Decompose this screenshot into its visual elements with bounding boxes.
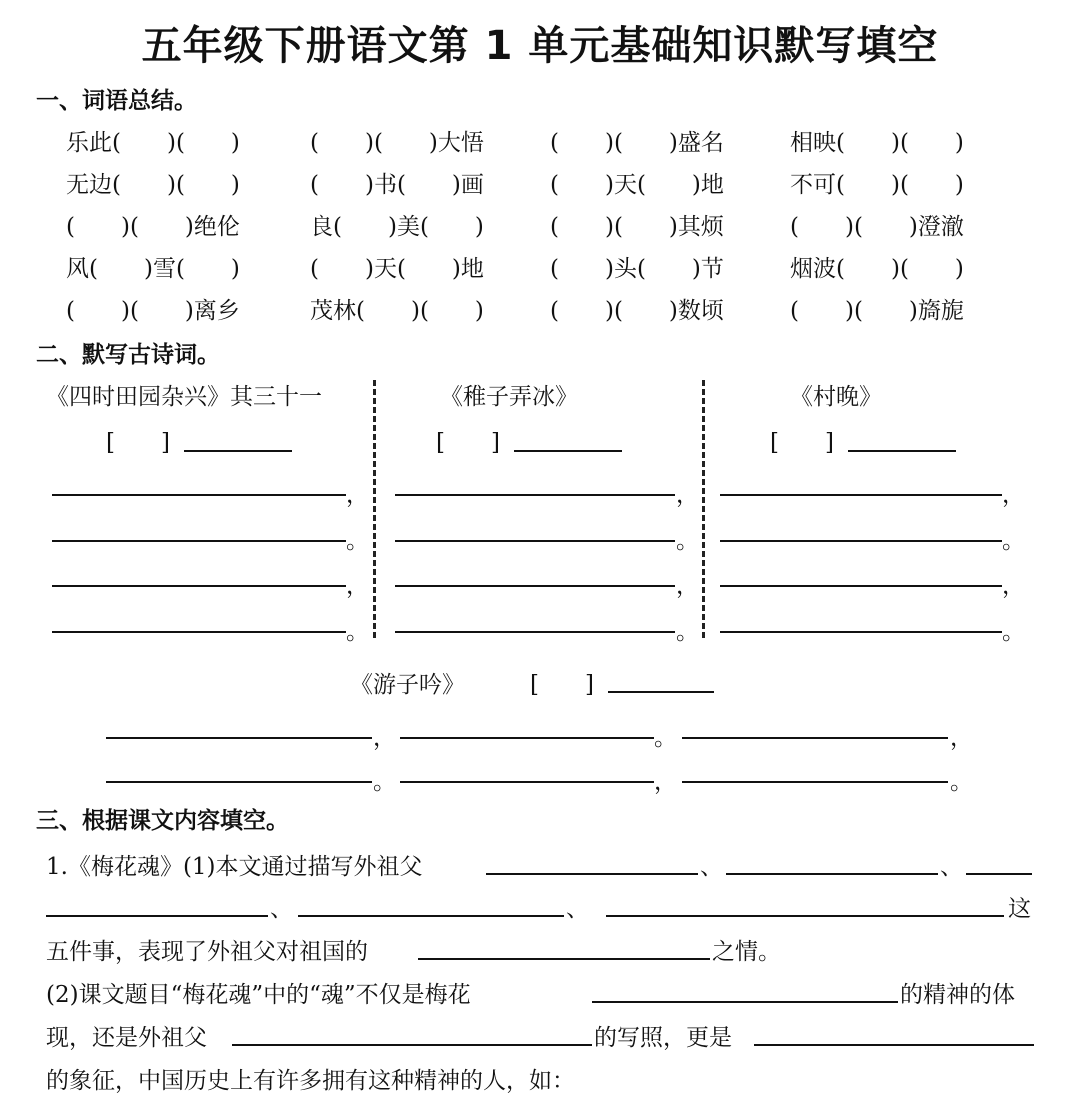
punctuation: ， xyxy=(346,573,369,599)
poem-title: 《游子吟》 xyxy=(350,672,465,698)
poem-line-blank[interactable] xyxy=(106,781,372,783)
page-title: 五年级下册语文第 1 单元基础知识默写填空 xyxy=(141,23,939,69)
separator: 、 xyxy=(700,854,723,880)
word-cell: 风( )雪( ) xyxy=(66,256,240,282)
separator: 、 xyxy=(940,854,963,880)
word-cell: 无边( )( ) xyxy=(66,172,240,198)
q2-suffix: 的精神的体 xyxy=(900,982,1015,1008)
poem-line-blank[interactable] xyxy=(720,631,1002,633)
punctuation: 。 xyxy=(1002,528,1025,554)
punctuation: ， xyxy=(950,725,973,751)
poem-line-blank[interactable] xyxy=(682,737,948,739)
q2-line2-mid: 的写照，更是 xyxy=(594,1025,732,1051)
q2-line3: 的象征，中国历史上有许多拥有这种精神的人，如： xyxy=(46,1068,575,1094)
answer-blank[interactable] xyxy=(46,915,268,917)
q2-prefix: (2)课文题目“梅花魂”中的“魂”不仅是梅花 xyxy=(46,982,471,1008)
poem-line-blank[interactable] xyxy=(400,781,654,783)
punctuation: ， xyxy=(676,573,699,599)
punctuation: 。 xyxy=(676,619,699,645)
poem-line-blank[interactable] xyxy=(682,781,948,783)
q2-line2-prefix: 现，还是外祖父 xyxy=(46,1025,207,1051)
poem-line-blank[interactable] xyxy=(106,737,372,739)
word-cell: 相映( )( ) xyxy=(790,130,964,156)
separator: 、 xyxy=(566,896,589,922)
word-cell: ( )( )旖旎 xyxy=(790,298,964,324)
author-blank[interactable] xyxy=(514,450,622,452)
poem-line-blank[interactable] xyxy=(720,540,1002,542)
poem-line-blank[interactable] xyxy=(400,737,654,739)
q1-line3-prefix: 五件事，表现了外祖父对祖国的 xyxy=(46,939,368,965)
answer-blank[interactable] xyxy=(966,873,1032,875)
word-cell: ( )( )绝伦 xyxy=(66,214,240,240)
punctuation: ， xyxy=(676,482,699,508)
answer-blank[interactable] xyxy=(726,873,938,875)
word-cell: ( )书( )画 xyxy=(310,172,484,198)
poem-title: 《四时田园杂兴》其三十一 xyxy=(46,384,322,410)
punctuation: 。 xyxy=(373,769,396,795)
word-cell: 烟波( )( ) xyxy=(790,256,964,282)
answer-blank[interactable] xyxy=(486,873,698,875)
section3-heading: 三、根据课文内容填空。 xyxy=(36,808,289,834)
word-cell: ( )天( )地 xyxy=(550,172,724,198)
answer-blank[interactable] xyxy=(298,915,564,917)
answer-blank[interactable] xyxy=(754,1044,1034,1046)
answer-blank[interactable] xyxy=(592,1001,898,1003)
word-cell: ( )( )澄澈 xyxy=(790,214,964,240)
punctuation: ， xyxy=(1002,482,1025,508)
poem-title: 《村晚》 xyxy=(790,384,882,410)
poem-line-blank[interactable] xyxy=(395,585,675,587)
word-cell: ( )头( )节 xyxy=(550,256,724,282)
author-bracket: [ ] xyxy=(436,430,500,456)
punctuation: 。 xyxy=(346,528,369,554)
q1-prefix: 1.《梅花魂》(1)本文通过描写外祖父 xyxy=(46,854,423,880)
author-blank[interactable] xyxy=(184,450,292,452)
word-cell: ( )( )数顷 xyxy=(550,298,724,324)
punctuation: 。 xyxy=(346,619,369,645)
poem-line-blank[interactable] xyxy=(395,494,675,496)
word-cell: ( )( )离乡 xyxy=(66,298,240,324)
punctuation: 。 xyxy=(950,769,973,795)
punctuation: ， xyxy=(373,725,396,751)
word-cell: ( )( )大悟 xyxy=(310,130,484,156)
poem-line-blank[interactable] xyxy=(395,631,675,633)
punctuation: ， xyxy=(346,482,369,508)
answer-blank[interactable] xyxy=(606,915,1004,917)
author-blank[interactable] xyxy=(608,691,714,693)
suffix-text: 这 xyxy=(1008,896,1031,922)
column-divider xyxy=(373,380,376,638)
poem-title: 《稚子弄冰》 xyxy=(440,384,578,410)
separator: 、 xyxy=(270,896,293,922)
q1-line3-suffix: 之情。 xyxy=(712,939,781,965)
word-cell: 茂林( )( ) xyxy=(310,298,484,324)
punctuation: 。 xyxy=(1002,619,1025,645)
word-cell: ( )天( )地 xyxy=(310,256,484,282)
poem-line-blank[interactable] xyxy=(52,631,346,633)
answer-blank[interactable] xyxy=(418,958,710,960)
poem-line-blank[interactable] xyxy=(395,540,675,542)
word-cell: 良( )美( ) xyxy=(310,214,484,240)
author-bracket: [ ] xyxy=(530,672,594,698)
word-cell: ( )( )其烦 xyxy=(550,214,724,240)
author-bracket: [ ] xyxy=(770,430,834,456)
word-cell: 不可( )( ) xyxy=(790,172,964,198)
poem-line-blank[interactable] xyxy=(52,494,346,496)
section2-heading: 二、默写古诗词。 xyxy=(36,342,220,368)
poem-line-blank[interactable] xyxy=(720,585,1002,587)
poem-line-blank[interactable] xyxy=(720,494,1002,496)
word-cell: 乐此( )( ) xyxy=(66,130,240,156)
punctuation: 。 xyxy=(654,725,677,751)
section1-heading: 一、词语总结。 xyxy=(36,88,197,114)
answer-blank[interactable] xyxy=(232,1044,592,1046)
column-divider xyxy=(702,380,705,638)
punctuation: 。 xyxy=(676,528,699,554)
word-cell: ( )( )盛名 xyxy=(550,130,724,156)
poem-line-blank[interactable] xyxy=(52,540,346,542)
poem-line-blank[interactable] xyxy=(52,585,346,587)
author-bracket: [ ] xyxy=(106,430,170,456)
punctuation: ， xyxy=(654,769,677,795)
author-blank[interactable] xyxy=(848,450,956,452)
punctuation: ， xyxy=(1002,573,1025,599)
